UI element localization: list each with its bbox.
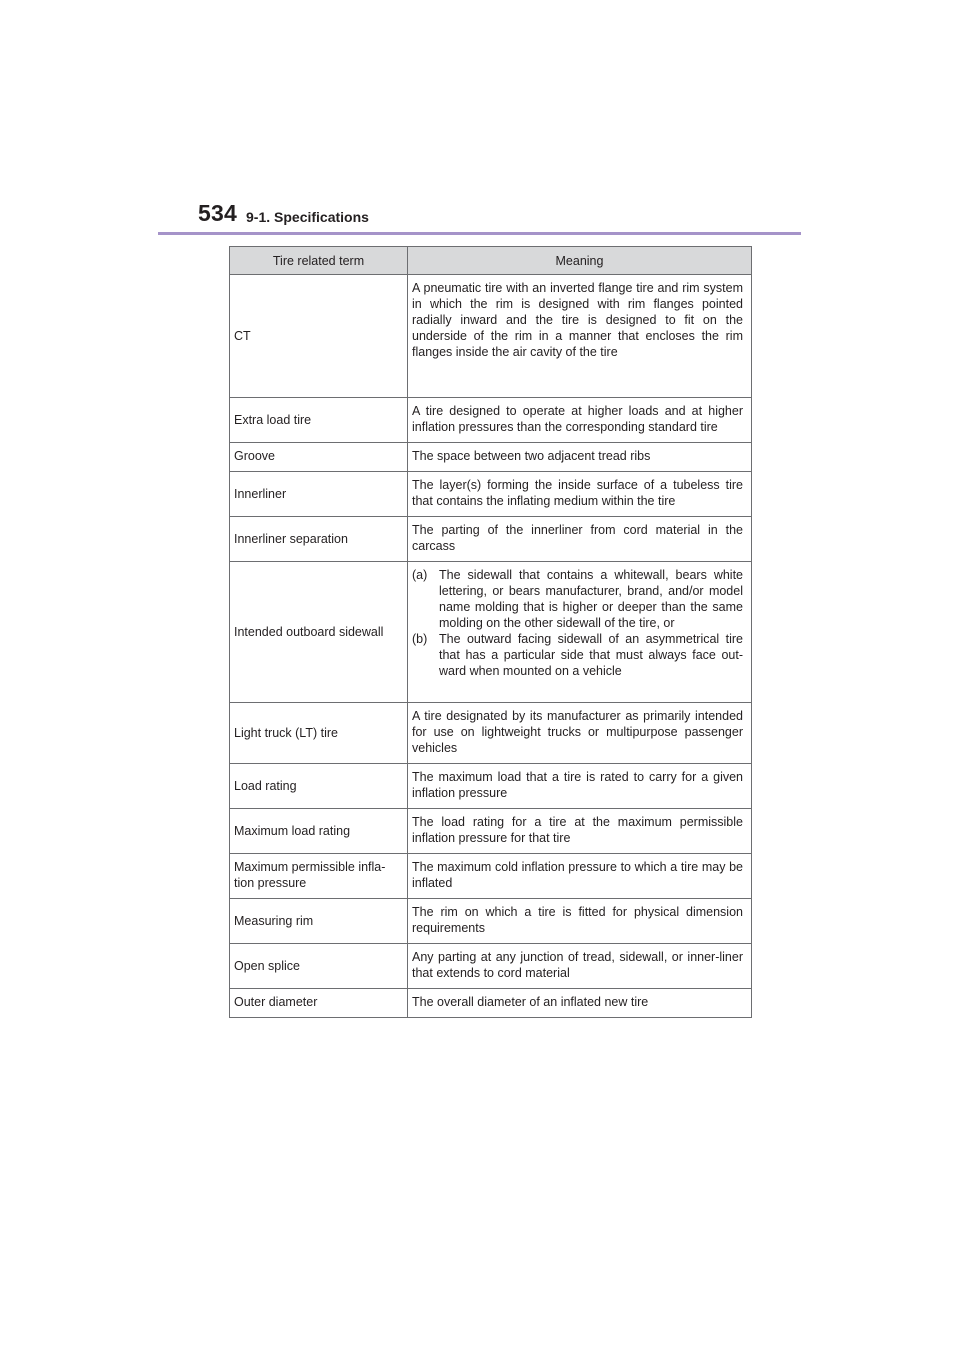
- page-number: 534: [198, 200, 237, 226]
- sub-list: [412, 567, 743, 679]
- table-row: [230, 989, 752, 1018]
- term-cell: Measuring rim: [230, 899, 408, 944]
- table-row: [230, 472, 752, 517]
- term-cell: Groove: [230, 443, 408, 472]
- meaning-cell: A pneumatic tire with an inverted flange tire and rim system in which the rim is designed with rim flanges pointed radially inward and the tire is designed to fit on the underside of the rim in a manner that encloses the rim flanges inside the air cavity of the tire: [408, 275, 752, 398]
- meaning-cell: The maximum cold inflation pressure to which a tire may be inflated: [408, 854, 752, 899]
- meaning-cell: A tire designed to operate at higher loads and at higher inflation pressures than the corresponding standard tire: [408, 398, 752, 443]
- meaning-cell: The space between two adjacent tread ribs: [408, 443, 752, 472]
- term-cell: Load rating: [230, 764, 408, 809]
- section-title: 9-1. Specifications: [246, 209, 369, 225]
- table-row: [230, 899, 752, 944]
- meaning-cell: The parting of the innerliner from cord material in the carcass: [408, 517, 752, 562]
- term-cell: Maximum load rating: [230, 809, 408, 854]
- list-item-text: The sidewall that contains a whitewall, bears white lettering, or bears manufacturer, brand, and/or model name molding that is higher or deeper than the same molding on the other sidewall of the tire, or: [439, 568, 743, 630]
- list-item: [412, 567, 743, 631]
- term-cell: Outer diameter: [230, 989, 408, 1018]
- column-header-term: Tire related term: [230, 247, 408, 275]
- term-cell: Intended outboard sidewall: [230, 562, 408, 703]
- table-row: [230, 517, 752, 562]
- term-cell: Innerliner separation: [230, 517, 408, 562]
- table-row: [230, 562, 752, 703]
- list-marker: (a): [412, 568, 428, 582]
- table-row: [230, 398, 752, 443]
- page-header: [0, 0, 960, 240]
- meaning-cell: [408, 562, 752, 703]
- table-row: [230, 764, 752, 809]
- list-marker: (b): [412, 632, 428, 646]
- term-cell: CT: [230, 275, 408, 398]
- meaning-cell: The layer(s) forming the inside surface of a tubeless tire that contains the inflating medium within the tire: [408, 472, 752, 517]
- table-row: [230, 854, 752, 899]
- tire-terms-table: [229, 246, 752, 1018]
- meaning-cell: The load rating for a tire at the maximum permissible inflation pressure for that tire: [408, 809, 752, 854]
- term-cell: Maximum permissible infla-tion pressure: [230, 854, 408, 899]
- column-header-meaning: Meaning: [408, 247, 752, 275]
- table-row: [230, 275, 752, 398]
- meaning-cell: The rim on which a tire is fitted for physical dimension requirements: [408, 899, 752, 944]
- header-rule: [158, 232, 801, 235]
- meaning-cell: The overall diameter of an inflated new tire: [408, 989, 752, 1018]
- table-row: [230, 443, 752, 472]
- table-header-row: [230, 247, 752, 275]
- meaning-cell: The maximum load that a tire is rated to carry for a given inflation pressure: [408, 764, 752, 809]
- term-cell: Extra load tire: [230, 398, 408, 443]
- table-row: [230, 944, 752, 989]
- term-cell: Innerliner: [230, 472, 408, 517]
- list-item: [412, 631, 743, 679]
- list-item-text: The outward facing sidewall of an asymmetrical tire that has a particular side that must always face out-ward when mounted on a vehicle: [439, 632, 743, 678]
- table-row: [230, 703, 752, 764]
- term-cell: Light truck (LT) tire: [230, 703, 408, 764]
- meaning-cell: Any parting at any junction of tread, sidewall, or inner-liner that extends to cord material: [408, 944, 752, 989]
- meaning-cell: A tire designated by its manufacturer as primarily intended for use on lightweight trucks or multipurpose passenger vehicles: [408, 703, 752, 764]
- term-cell: Open splice: [230, 944, 408, 989]
- table-row: [230, 809, 752, 854]
